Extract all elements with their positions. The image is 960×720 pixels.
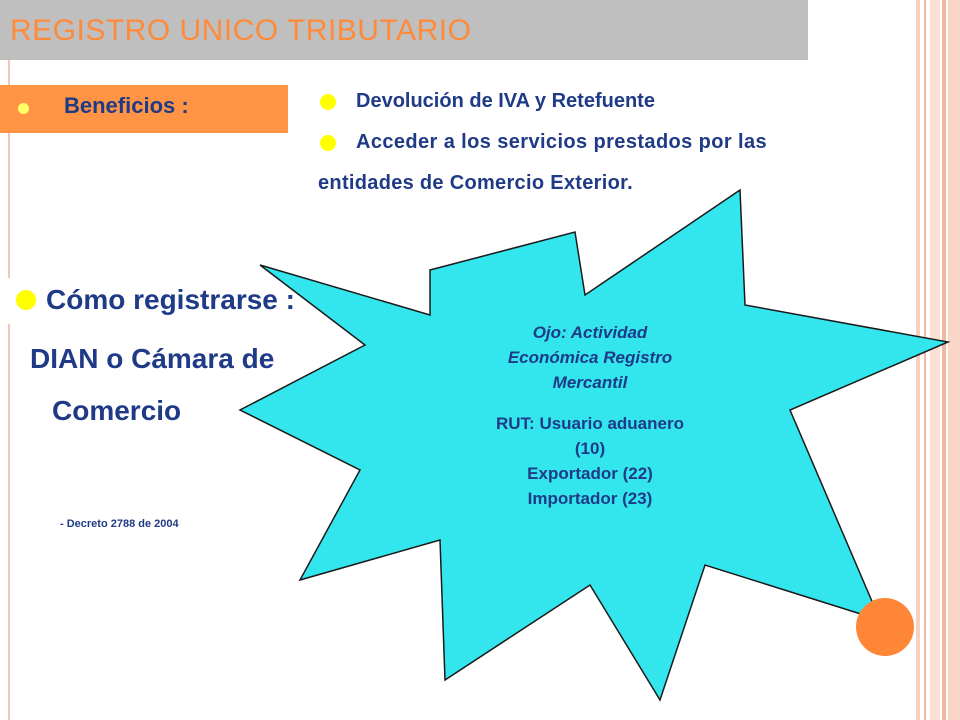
registro-line-1: DIAN o Cámara de xyxy=(30,343,275,374)
beneficio-item-2: Acceder a los servicios prestados por las xyxy=(356,131,768,153)
star-importador: Importador (23) xyxy=(527,489,653,508)
registro-heading: Cómo registrarse : xyxy=(46,284,295,315)
star-rut-line: RUT: Usuario aduanero xyxy=(496,414,684,433)
beneficio-item-1: Devolución de IVA y Retefuente xyxy=(356,90,655,112)
star-rut-code: (10) xyxy=(574,439,606,458)
star-exportador: Exportador (22) xyxy=(527,464,653,483)
beneficio-item-2-cont: entidades de Comercio Exterior. xyxy=(318,172,633,194)
star-note-line-2: Económica Registro xyxy=(507,348,673,367)
page-title: REGISTRO UNICO TRIBUTARIO xyxy=(10,14,472,47)
star-note-line-1: Ojo: Actividad xyxy=(532,323,648,342)
registro-line-2: Comercio xyxy=(52,395,182,426)
beneficios-label: Beneficios : xyxy=(64,93,189,118)
starburst-text xyxy=(440,320,740,511)
accent-circle xyxy=(856,598,914,656)
decreto-note: - Decreto 2788 de 2004 xyxy=(60,518,179,530)
star-note-line-3: Mercantil xyxy=(552,373,628,392)
